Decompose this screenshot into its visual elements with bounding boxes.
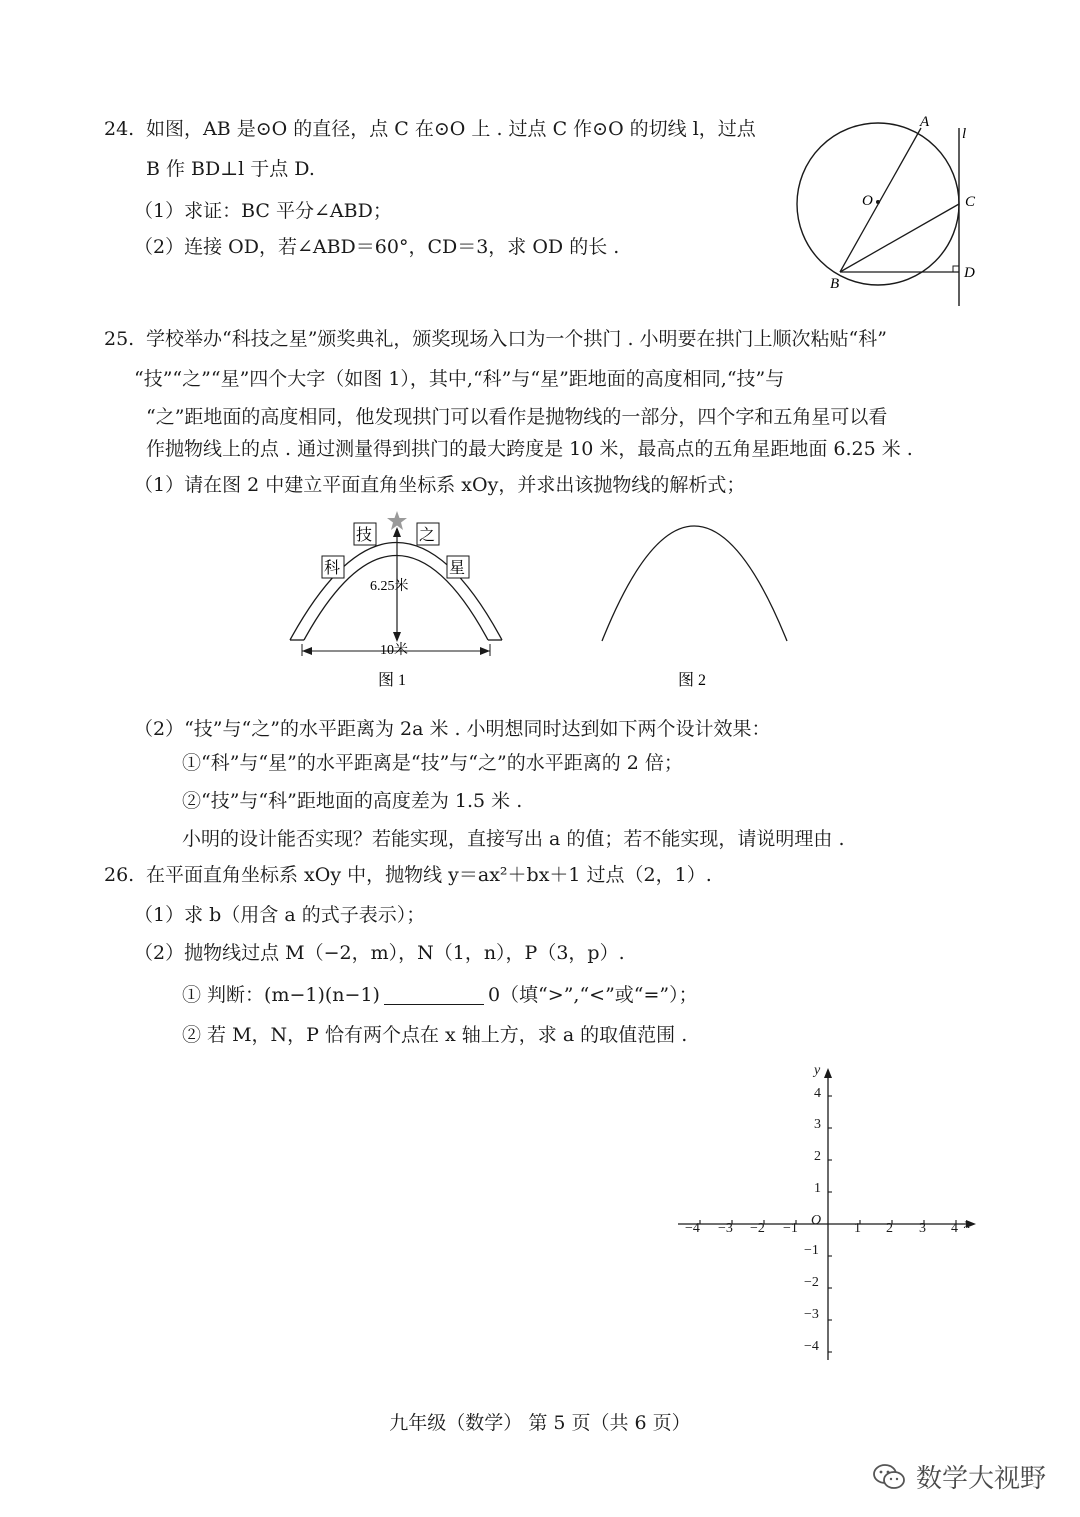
height-label: 6.25米 (370, 579, 409, 594)
q26-judge: ① 判断：(m−1)(n−1) 0（填“>”,“<”或“=”）； (182, 984, 698, 1006)
parabola-curve (602, 526, 787, 641)
wechat-icon (872, 1462, 906, 1492)
x-tick-label: −4 (685, 1221, 700, 1236)
y-tick-label: 4 (814, 1086, 821, 1101)
watermark-text: 数学大视野 (915, 1464, 1046, 1494)
q24-figure (790, 110, 990, 310)
q24-stem-line2: B 作 BD⊥l 于点 D. (146, 158, 315, 180)
char-ji: 技 (356, 525, 373, 544)
x-tick-label: −2 (750, 1221, 765, 1236)
q26-stem: 26. 在平面直角坐标系 xOy 中，抛物线 y＝ax²＋bx＋1 过点（2，1）. (104, 864, 712, 886)
q25-effect1: ①“科”与“星”的水平距离是“技”与“之”的水平距离的 2 倍； (182, 752, 683, 774)
x-tick-label: 4 (951, 1221, 958, 1236)
q26-part1: （1）求 b（用含 a 的式子表示）； (134, 904, 426, 926)
x-tick-label: 2 (886, 1221, 893, 1236)
center-point-o (876, 200, 880, 204)
page-footer: 九年级（数学） 第 5 页（共 6 页） (389, 1412, 691, 1434)
right-angle-mark (953, 266, 959, 272)
q25-stem-line1: 25. 学校举办“科技之星”颁奖典礼，颁奖现场入口为一个拱门 . 小明要在拱门上顺次粘贴“科” (104, 328, 887, 350)
q26-part2: （2）抛物线过点 M（−2，m），N（1，n），P（3，p）. (134, 942, 625, 964)
x-label: x (964, 1217, 971, 1232)
y-label: y (814, 1063, 821, 1078)
y-tick-label: −2 (804, 1275, 819, 1290)
label-b: B (830, 276, 840, 292)
char-zhi: 之 (419, 525, 436, 544)
span-label: 10米 (380, 643, 408, 658)
label-c: C (965, 194, 976, 210)
y-tick-label: −4 (804, 1339, 819, 1354)
q25-part2: （2）“技”与“之”的水平距离为 2a 米 . 小明想同时达到如下两个设计效果： (134, 718, 771, 740)
watermark (872, 1458, 1046, 1495)
q25-effect2: ②“技”与“科”距地面的高度差为 1.5 米 . (182, 790, 523, 812)
q25-part1: （1）请在图 2 中建立平面直角坐标系 xOy，并求出该抛物线的解析式； (134, 474, 746, 496)
char-ke: 科 (324, 558, 341, 577)
q26-coordinate-grid (670, 1060, 990, 1365)
fig2-caption: 图 2 (678, 672, 707, 689)
q24-stem-line1: 24. 如图，AB 是⊙O 的直径，点 C 在⊙O 上 . 过点 C 作⊙O 的切线 l，过点 (104, 118, 756, 140)
fig1-caption: 图 1 (378, 672, 407, 689)
x-tick-label: 3 (919, 1221, 926, 1236)
y-tick-label: 3 (814, 1117, 821, 1132)
label-l: l (962, 126, 967, 142)
y-tick-label: 2 (814, 1149, 821, 1164)
q25-number: 25. (104, 328, 135, 350)
segment-bc (840, 204, 959, 272)
q24-part1: （1）求证：BC 平分∠ABD； (134, 200, 392, 222)
q25-figure1 (280, 505, 520, 700)
x-tick-label: −1 (783, 1221, 798, 1236)
q24-number: 24. (104, 118, 135, 140)
q26-number: 26. (104, 864, 135, 886)
y-tick-label: −1 (804, 1243, 819, 1258)
x-tick-label: 1 (854, 1221, 861, 1236)
q25-figure2 (590, 515, 800, 700)
segment-ab (840, 128, 921, 272)
q24-part2: （2）连接 OD，若∠ABD＝60°，CD＝3，求 OD 的长 . (134, 236, 620, 258)
y-tick-label: −3 (804, 1307, 819, 1322)
y-arrow (824, 1068, 832, 1078)
y-tick-label: 1 (814, 1181, 821, 1196)
char-xing: 星 (449, 558, 466, 577)
q25-question: 小明的设计能否实现？若能实现，直接写出 a 的值；若不能实现，请说明理由 . (182, 828, 845, 850)
q26-range-q: ② 若 M，N，P 恰有两个点在 x 轴上方，求 a 的取值范围 . (182, 1024, 688, 1046)
q25-stem-line4: 作抛物线上的点 . 通过测量得到拱门的最大跨度是 10 米，最高点的五角星距地面 6.25 米 . (146, 438, 913, 460)
q25-stem-line2: “技”“之”“星”四个大字（如图 1），其中,“科”与“星”距地面的高度相同,“技”与 (134, 368, 785, 390)
origin-label: O (811, 1213, 822, 1228)
label-o: O (862, 193, 873, 209)
x-tick-label: −3 (718, 1221, 733, 1236)
label-d: D (964, 265, 975, 281)
answer-blank[interactable] (384, 984, 484, 1005)
label-a: A (920, 114, 930, 130)
q25-stem-line3: “之”距地面的高度相同，他发现拱门可以看作是抛物线的一部分，四个字和五角星可以看 (146, 406, 888, 428)
